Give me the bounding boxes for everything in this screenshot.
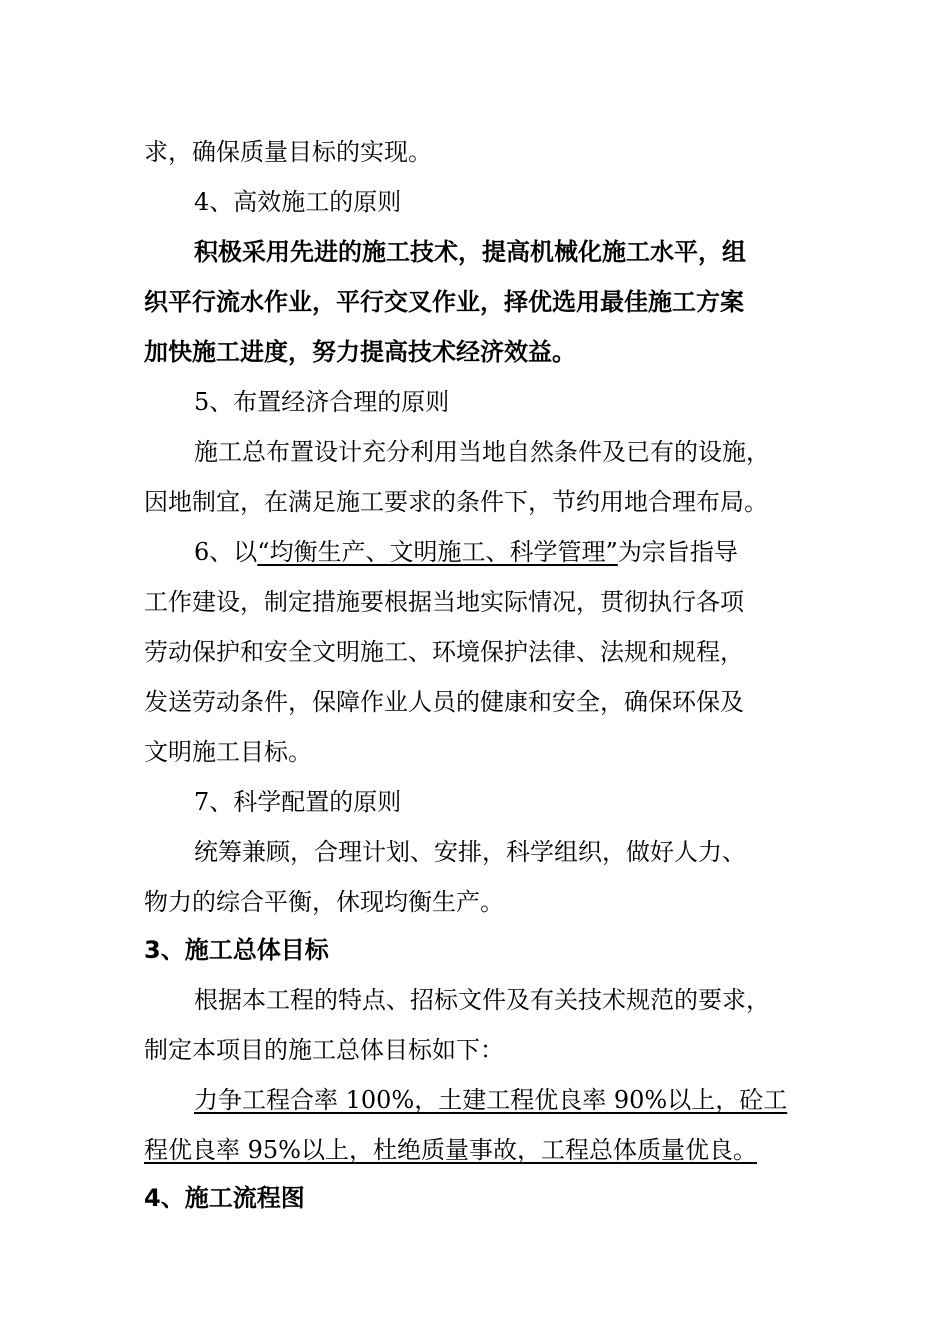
section-heading-3: 3、施工总体目标 (144, 936, 329, 964)
principle-heading-4: 4、高效施工的原则 (194, 188, 402, 216)
principle-heading-6 (0, 536, 950, 568)
bold-paragraph-line: 加快施工进度，努力提高技术经济效益。 (144, 337, 576, 366)
bold-paragraph-line: 织平行流水作业，平行交叉作业，择优选用最佳施工方案 (144, 287, 744, 316)
underlined-motto: “均衡生产、文明施工、科学管理” (257, 538, 618, 566)
goal-text: 程优良率 95%以上，杜绝质量事故，工程总体质量优良。 (144, 1136, 757, 1164)
paragraph-line: 发送劳动条件，保障作业人员的健康和安全，确保环保及 (144, 688, 744, 716)
goal-text: 力争工程合率 100%，土建工程优良率 90%以上，砼工 (194, 1086, 788, 1114)
underlined-goal-line (0, 1134, 950, 1166)
principle-heading-5: 5、布置经济合理的原则 (194, 388, 450, 416)
paragraph-line: 工作建设，制定措施要根据当地实际情况，贯彻执行各项 (144, 588, 744, 616)
paragraph-line: 文明施工目标。 (144, 738, 312, 766)
paragraph-line: 制定本项目的施工总体目标如下： (144, 1036, 504, 1064)
heading-prefix: 6、以 (194, 538, 258, 566)
paragraph-line: 施工总布置设计充分利用当地自然条件及已有的设施， (194, 438, 770, 466)
paragraph-line: 物力的综合平衡，休现均衡生产。 (144, 888, 504, 916)
bold-paragraph-line: 积极采用先进的施工技术，提高机械化施工水平，组 (194, 237, 746, 266)
heading-suffix: 为宗旨指导 (617, 538, 738, 566)
section-heading-4: 4、施工流程图 (144, 1184, 305, 1212)
paragraph-line: 因地制宜，在满足施工要求的条件下，节约用地合理布局。 (144, 488, 768, 516)
paragraph-line: 根据本工程的特点、招标文件及有关技术规范的要求， (194, 986, 770, 1014)
paragraph-line: 劳动保护和安全文明施工、环境保护法律、法规和规程， (144, 638, 744, 666)
principle-heading-7: 7、科学配置的原则 (194, 788, 402, 816)
paragraph-line: 求，确保质量目标的实现。 (144, 138, 432, 166)
underlined-goal-line (0, 1084, 950, 1116)
paragraph-line: 统筹兼顾，合理计划、安排，科学组织，做好人力、 (194, 838, 746, 866)
